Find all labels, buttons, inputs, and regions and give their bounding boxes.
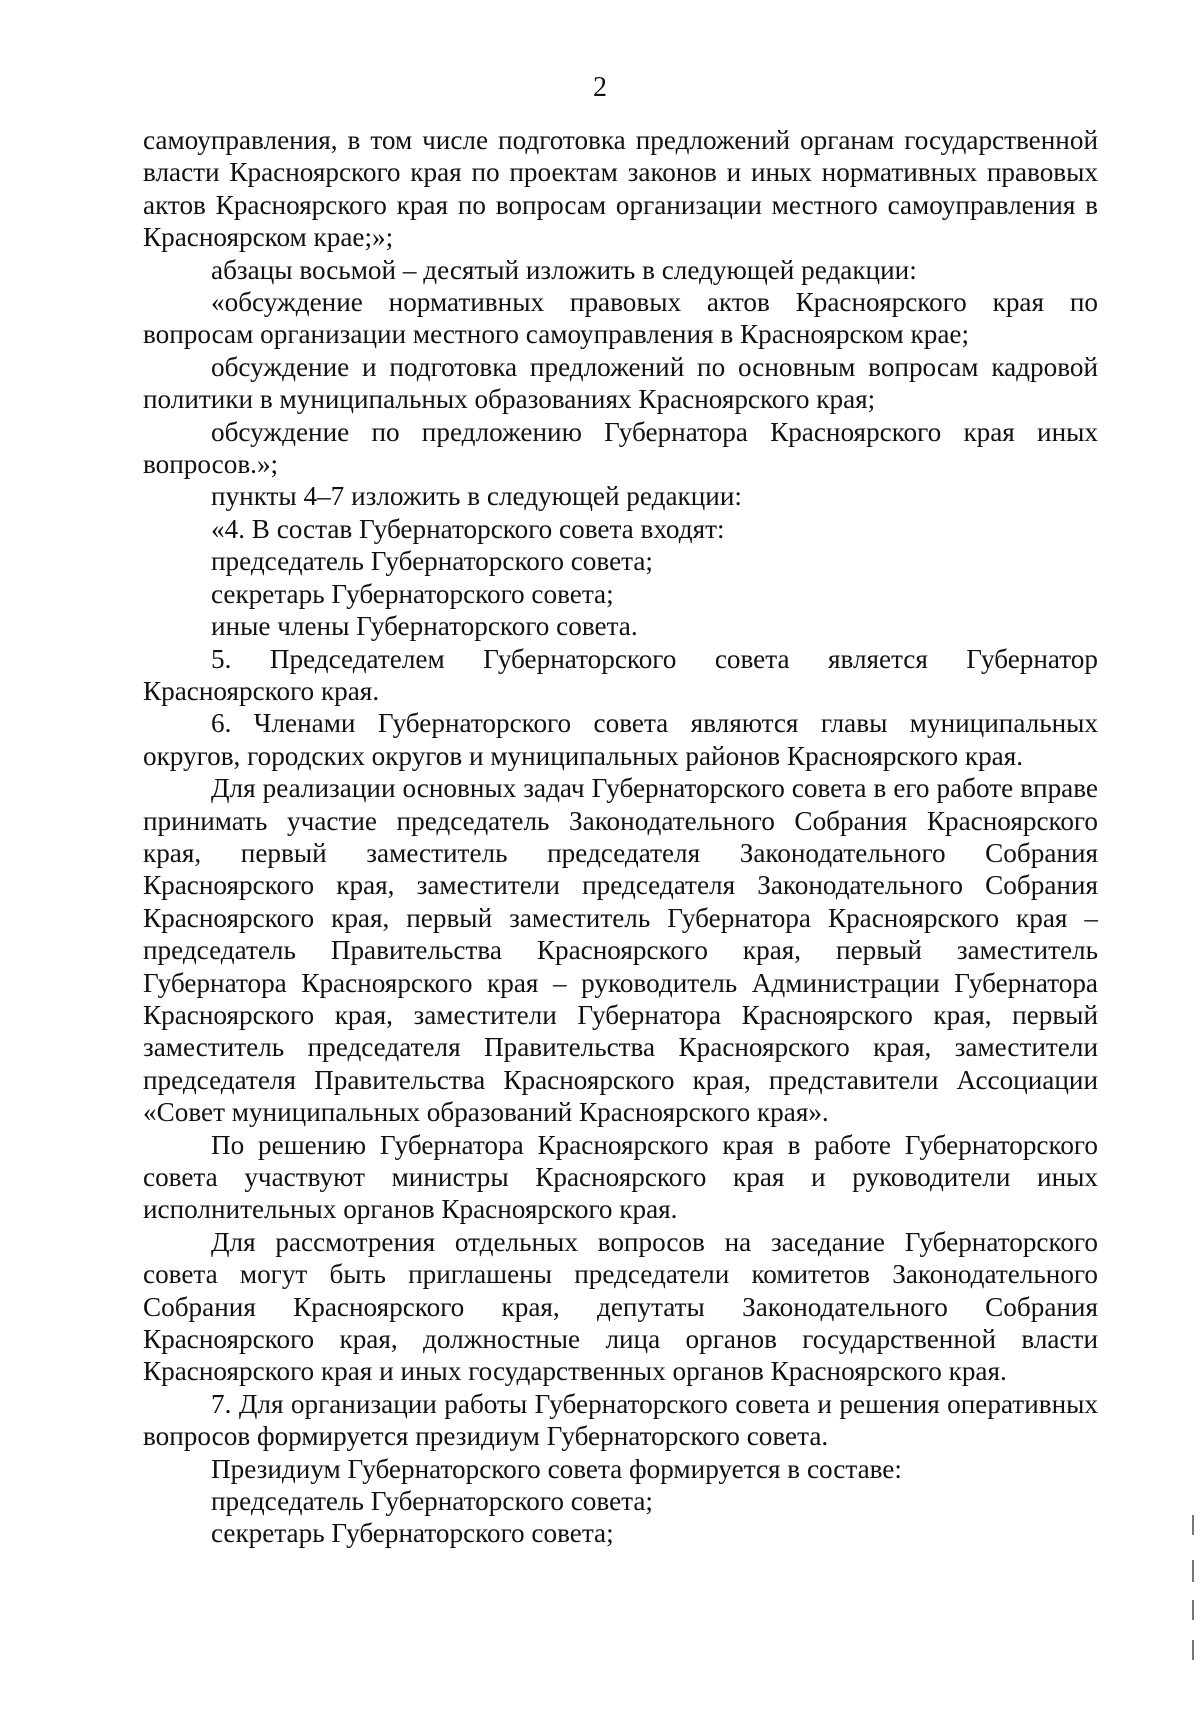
scan-edge-mark (1192, 1515, 1194, 1535)
scan-edge-mark (1192, 1600, 1194, 1620)
paragraph: По решению Губернатора Красноярского края в работе Губернаторского совета участвуют министры Красноярского края и руководители иных исполнительных органов Красноярского края. (143, 1129, 1098, 1225)
document-body (143, 124, 1098, 1550)
paragraph: Для рассмотрения отдельных вопросов на заседание Губернаторского совета могут быть приглашены председатели комитетов Законодательного Собрания Красноярского края, депутаты Законодательного Собрания Красноярского края, должностные лица органов государственной власти Красноярского края и иных государственных органов Красноярского края. (143, 1226, 1098, 1387)
paragraph: секретарь Губернаторского совета; (211, 1518, 614, 1549)
paragraph: «обсуждение нормативных правовых актов Красноярского края по вопросам организации местного самоуправления в Красноярском крае; (143, 287, 1098, 350)
paragraph: обсуждение по предложению Губернатора Красноярского края иных вопросов.»; (143, 416, 1098, 480)
paragraph: председатель Губернаторского совета; (211, 546, 653, 577)
paragraph: «4. В состав Губернаторского совета входят: (211, 513, 725, 544)
paragraph: 7. Для организации работы Губернаторского совета и решения оперативных вопросов формируется президиум Губернаторского совета. (143, 1388, 1098, 1452)
paragraph: 5. Председателем Губернаторского совета является Губернатор Красноярского края. (143, 643, 1098, 706)
paragraph: иные члены Губернаторского совета. (211, 611, 638, 642)
paragraph: председатель Губернаторского совета; (211, 1486, 653, 1517)
paragraph: абзацы восьмой – десятый изложить в следующей редакции: (211, 254, 917, 285)
scan-edge-mark (1192, 1560, 1194, 1582)
paragraph: Президиум Губернаторского совета формируется в составе: (211, 1453, 902, 1484)
page-number: 2 (593, 72, 607, 103)
paragraph: обсуждение и подготовка предложений по основным вопросам кадровой политики в муниципальных образованиях Красноярского края; (143, 351, 1098, 415)
paragraph: Для реализации основных задач Губернаторского совета в его работе вправе принимать участие председатель Законодательного Собрания Красноярского края, первый заместитель председателя Законодательного Собрания Красноярского края, заместители председателя Законодательного Собрания Красноярского края, первый заместитель Губернатора Красноярского края – председатель Правительства Красноярского края, первый заместитель Губернатора Красноярского края – руководитель Администрации Губернатора Красноярского края, заместители Губернатора Красноярского края, первый заместитель председателя Правительства Красноярского края, заместители председателя Правительства Красноярского края, представители Ассоциации «Совет муниципальных образований Красноярского края». (143, 773, 1098, 1128)
scan-edge-mark (1192, 1640, 1194, 1660)
paragraph: секретарь Губернаторского совета; (211, 578, 614, 609)
paragraph: пункты 4–7 изложить в следующей редакции: (211, 481, 742, 512)
paragraph: 6. Членами Губернаторского совета являются главы муниципальных округов, городских округов и муниципальных районов Красноярского края. (143, 708, 1098, 771)
paragraph: самоуправления, в том числе подготовка предложений органам государственной власти Красноярского края по проектам законов и иных нормативных правовых актов Красноярского края по вопросам организации местного самоуправления в Красноярском крае;»; (143, 125, 1098, 253)
